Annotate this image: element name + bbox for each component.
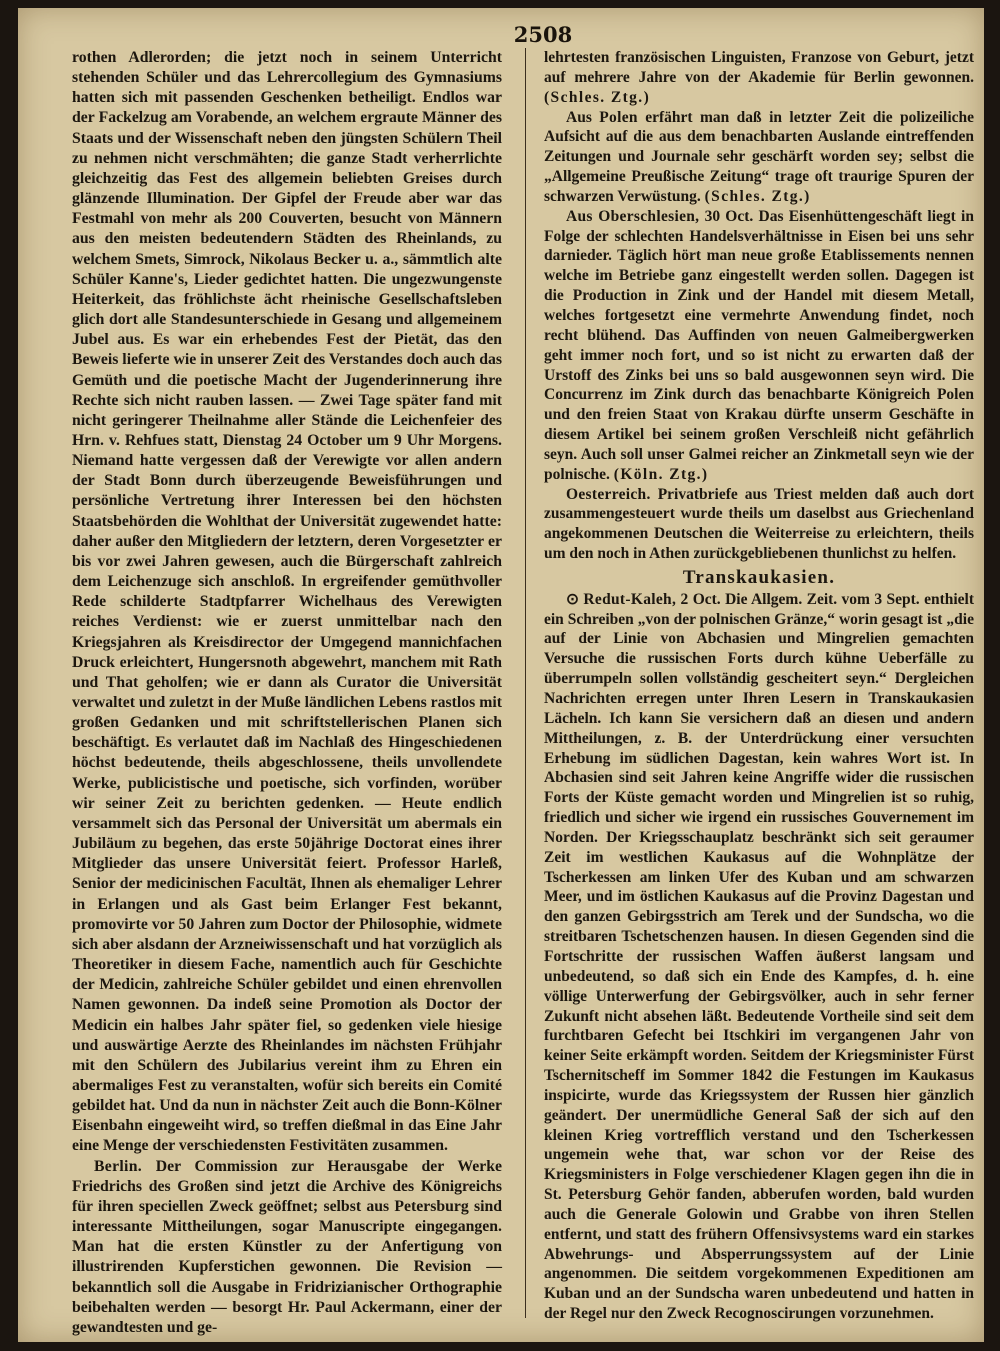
article-oesterreich <box>544 485 974 564</box>
article-oberschlesien <box>544 207 974 485</box>
article-redut-kaleh-text: 2 Oct. Die Allgem. Zeit. vom 3 Sept. enthielt ein Schreiben „von der polnischen Gränze,“ worin gesagt ist „die auf der Linie von Abchasien und Mingrelien gemachten Versuche die russischen Forts durch kühne Ueberfälle zu überrumpeln sollen vollständig gescheitert seyn.“ Dergleichen Nachrichten erregen unter Ihren Lesern in Transkaukasien Lächeln. Ich kann Sie versichern daß an diesen und andern Mittheilungen, z. B. der Unterdrückung einer versuchten Erhebung im südlichen Dagestan, kein wahres Wort ist. In Abchasien sind seit Jahren keine Angriffe wider die russischen Forts der Küste gemacht worden und Mingrelien ist so ruhig, friedlich und sicher wie irgend ein russisches Gouvernement im Norden. Der Kriegsschauplatz beschränkt sich seit geraumer Zeit im westlichen Kaukasus auf die Wohnplätze der Tscherkessen am linken Ufer des Kuban und am schwarzen Meer, und im östlichen Kaukasus auf die Provinz Dagestan und den ganzen Gebirgsstrich am Terek und der Sundscha, wo die streitbaren Tschetschenzen hausen. In diesen Gegenden sind die Fortschritte der russischen Waffen äußerst langsam und unbedeutend, so daß sich ein Ende des Kampfes, d. h. eine völlige Unterwerfung der Gebirgsvölker, auch in sehr ferner Zukunft nicht absehen läßt. Bedeutende Vortheile sind seit dem furchtbaren Gefecht bei Itschkiri im vergangenen Jahr von keiner Seite erkämpft worden. Seitdem der Kriegsminister Fürst Tschernitscheff im Sommer 1842 die Festungen im Kaukasus inspicirte, wurde das Kriegssystem der Russen hier gänzlich geändert. Der unermüdliche General Saß der sich auf den kleinen Krieg vortrefflich verstand und den Tscherkessen ungemein wehe that, war schon vor der Reise des Kriegsministers in Folge verschiedener Klagen gegen ihn die in St. Petersburg Gehör fanden, abberufen worden, bald wurden auch die Generale Golowin und Grabbe von ihren Stellen entfernt, und statt des frühern Offensivsystems ward ein starkes Abwehrungs- und Absperrungssystem auf der Linie angenommen. Die seitdem vorgekommenen Expeditionen am Kuban und an der Sundscha waren unbedeutend und hatten in der Regel nur den Zweck Recognoscirungen vorzunehmen. <box>544 590 975 1323</box>
article-oberschlesien-text: 30 Oct. Das Eisenhüttengeschäft liegt in Folge der schlechten Handelsverhältnisse in Eisen bei uns sehr darnieder. Täglich hört man neue große Etablissements nennen welche im Betriebe ganz eingestellt werden sollen. Dagegen ist die Production in Zink und der Handel mit diesem Metall, welches fortgesetzt eine vermehrte Anwendung findet, noch recht blühend. Das Auffinden von neuen Galmeibergwerken geht immer noch fort, und so ist nicht zu erwarten daß der Urstoff des Zinks bei uns so bald ausgewonnen seyn wird. Die Concurrenz im Zink durch das benachbarte Königreich Polen und den freien Staat von Krakau dürfte unserm Geschäfte in diesem Artikel bei seinem großen Verschleiß nicht gefährlich seyn. Auch soll unser Galmei reicher an Zinkmetall seyn wie der polnische. <box>544 207 974 483</box>
dateline-polen: Polen <box>599 108 638 126</box>
correspondent-mark-icon: ⊙ <box>566 590 579 608</box>
article-polen-text: erfährt man daß in letzter Zeit die polizeiliche Aufsicht auf die aus dem benachbarten Auslande eintreffenden Zeitungen und Journale sehr geschärft worden sey; selbst die „Allgemeine Preußische Zeitung“ trage oft traurige Spuren der schwarzen Verwüstung. <box>544 108 975 205</box>
article-redut-kaleh <box>544 590 974 1324</box>
newspaper-page <box>18 8 984 1342</box>
article-berlin-continued-text: lehrtesten französischen Linguisten, Franzose von Geburt, jetzt auf mehrere Jahre von der Akademie für Berlin gewonnen. <box>544 49 974 86</box>
article-berlin <box>72 1157 502 1338</box>
column-divider <box>525 48 526 1318</box>
article-polen-lead: Aus <box>566 108 592 126</box>
article-berlin-text: Der Commission zur Herausgabe der Werke Friedrichs des Großen sind jetzt die Archive des Königreichs für ihren speciellen Zweck geöffnet; selbst aus Petersburg sind interessante Mittheilungen, sogar Manuscripte eingegangen. Man hat die ersten Künstler zu der Anfertigung von illustrirenden Kupferstichen gewonnen. Die Revision — bekanntlich soll die Ausgabe in Fridrizianischer Orthographie beibehalten werden — besorgt Hr. Paul Ackermann, einer der gewandtesten und ge- <box>72 1157 502 1336</box>
article-bonn-continued: rothen Adlerorden; die jetzt noch in seinem Unterricht stehenden Schüler und das Lehrercollegium des Gymnasiums hatten sich mit passenden Geschenken betheiligt. Endlos war der Fackelzug am Vorabende, an welchem ergraute Männer des Staats und der Wissenschaft neben den jüngsten Schülern Theil zu nehmen nicht verschmähten; die ganze Stadt verherrlichte gleichzeitig das Fest des allgemein beliebten Greises durch glänzende Illumination. Der Gipfel der Freude aber war das Festmahl von mehr als 200 Couverten, besucht von Männern aus den meisten bedeutendern Städten des Rheinlands, zu welchem Smets, Simrock, Nikolaus Becker u. a., sämmtlich alte Schüler Kanne's, Lieder gedichtet hatten. Die ungezwungenste Heiterkeit, das fröhlichste ächt rheinische Gesellschaftsleben glich dort alle Standesunterschiede in Gesang und allgemeinem Jubel aus. Es war ein erhebendes Fest der Pietät, das den Beweis lieferte wie in unserer Zeit des Verstandes doch auch das Gemüth und die poetische Macht der Jugenderinnerung ihre Rechte sich nicht rauben lassen. — Zwei Tage später fand mit nicht geringerer Theilnahme aller Stände die Leichenfeier des Hrn. v. Rehfues statt, Dienstag 24 October um 9 Uhr Morgens. Niemand hatte vergessen daß der Verewigte vor allen andern der Stadt Bonn durch überzeugende Beweisführungen und persönliche Vertretung ihrer Interessen bei den höchsten Staatsbehörden die Wohlthat der Universität zugewendet hatte: daher außer den Mitgliedern der letztern, deren Vorgesetzter er bis vor zwei Jahren gewesen, auch die Bürgerschaft zahlreich dem Leichenzuge sich anschloß. In ergreifender gemüthvoller Rede schilderte Stadtpfarrer Wichelhaus des Verewigten reiches Verdienst: wie er zuerst unmittelbar nach den Kriegsjahren als Kreisdirector der Umgegend mannichfachen Druck erleichtert, Hungersnoth abgewehrt, manchem mit Rath und That geholfen; wie er dann als Curator die Universität verwaltet und zuletzt in der Muße ländlichen Lebens rastlos mit großen Gedanken und mit schriftstellerischen Planen sich beschäftigt. Es verlautet daß im Nachlaß des Hingeschiedenen höchst bedeutende, theils abgeschlossene, theils unvollendete Werke, publicistische und poetische, sich vorfinden, worüber wir seiner Zeit zu berichten gedenken. — Heute endlich versammelt sich das Personal der Universität um abermals ein Jubiläum zu begehen, das erste 50jährige Doctorat eines ihrer Mitglieder das unsere Universität feiert. Professor Harleß, Senior der medicinischen Facultät, Ihnen als ehemaliger Lehrer in Erlangen und als Gast beim Erlanger Fest bekannt, promovirte vor 50 Jahren zum Doctor der Philosophie, widmete sich aber alsdann der Arzneiwissenschaft und hat vorzüglich als Theoretiker in diesem Fache, namentlich auch für Geschichte der Medicin, zahlreiche Schüler gebildet und einen ehrenvollen Namen gewonnen. Da indeß seine Promotion als Doctor der Medicin ein halbes Jahr später fiel, so gedenken viele hiesige und auswärtige Aerzte des Rheinlandes im nächsten Frühjahr mit den Schülern des Jubilarius vereint ihm zu Ehren ein abermaliges Fest zu veranstalten, wofür sich bereits ein Comité gebildet hat. Und da nun in nächster Zeit auch die Bonn-Kölner Eisenbahn eingeweiht wird, so treffen dießmal in das Eine Jahr eine Menge der verschiedensten Festivitäten zusammen. <box>72 49 502 1155</box>
source-citation: (Schles. Ztg.) <box>704 187 811 205</box>
article-berlin-continued <box>544 48 974 108</box>
page-number: 2508 <box>513 22 573 47</box>
article-oesterreich-text: Privatbriefe aus Triest melden daß auch dort zusammengesteuert wurde theils um daselbst aus Griechenland angekommenen Deutschen die Weiterreise zu erleichtern, theils um den noch in Athen zurückgebliebenen thunlichst zu helfen. <box>544 485 975 563</box>
source-citation: (Schles. Ztg.) <box>544 88 651 106</box>
dateline-oesterreich: Oesterreich. <box>566 485 651 503</box>
dateline-oberschlesien: Aus Oberschlesien, <box>566 207 700 225</box>
dateline-berlin: Berlin. <box>94 1157 143 1175</box>
left-column <box>72 48 502 1338</box>
right-column <box>544 48 974 1324</box>
article-polen <box>544 108 974 207</box>
section-heading: Transkaukasien. <box>682 566 836 588</box>
dateline-redut-kaleh: Redut-Kaleh, <box>583 590 677 608</box>
source-citation: (Köln. Ztg.) <box>613 465 709 483</box>
